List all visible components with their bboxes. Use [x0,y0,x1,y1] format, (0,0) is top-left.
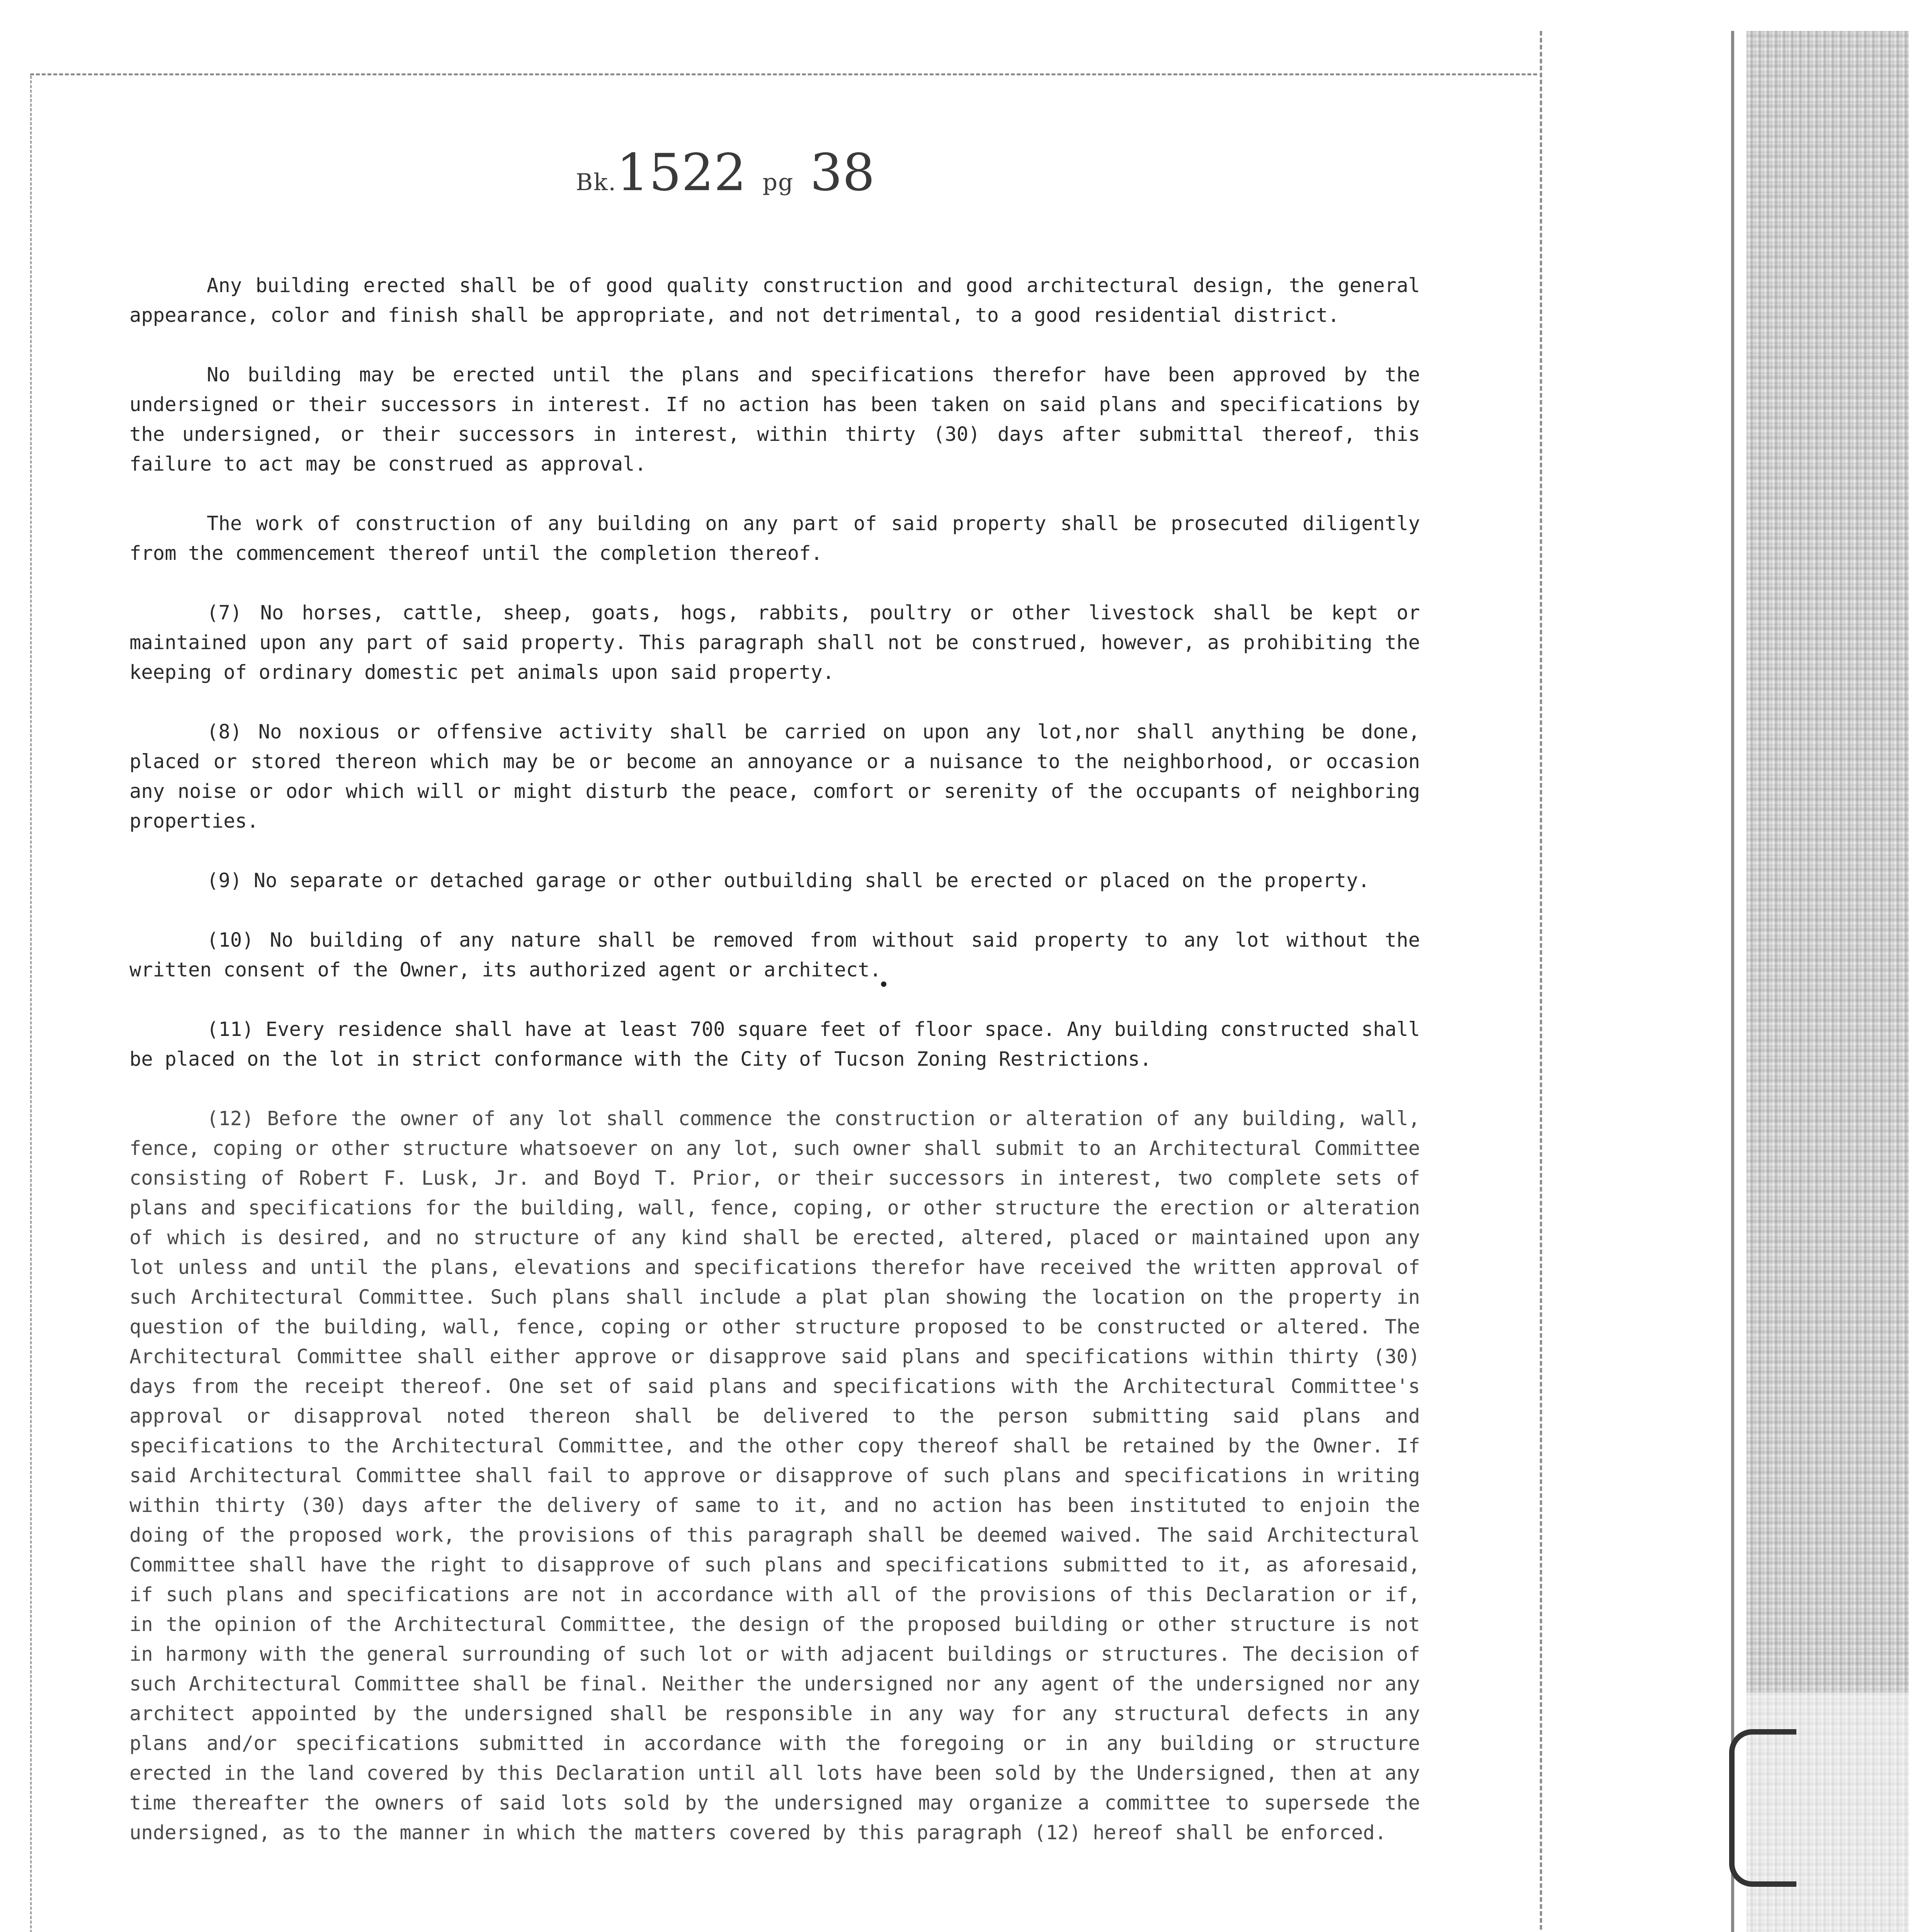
paragraph-plan-approval: No building may be erected until the plans and specifications therefor have been approved by the undersigned or their successors in interest. If no action has been taken on said plans and specifications by the undersigned, or their successors in interest, within thirty (30) days after submittal thereof, this failure to act may be construed as approval. [129,363,1420,475]
book-page-number: 1522 [616,143,747,202]
paragraph-10-removal: (10) No building of any nature shall be removed from without said property to any lot without the written consent of the Owner, its authorized agent or architect. [129,929,1420,981]
paragraph-12-architectural-committee: (12) Before the owner of any lot shall commence the construction or alteration of any building, wall, fence, coping or other structure whatsoever on any lot, such owner shall submit to an Architectural Committee consisting of Robert F. Lusk, Jr. and Boyd T. Prior, or their successors in interest, two complete sets of plans and specifications for the building, wall, fence, coping, or other structure the erection or alteration of which is desired, and no structure of any kind shall be erected, altered, placed or maintained upon any lot unless and until the plans, elevations and specifications therefor have received the written approval of such Architectural Committee. Such plans shall include a plat plan showing the location on the property in question of the building, wall, fence, coping or other structure proposed to be constructed or altered. The Architectural Committee shall either approve or disapprove said plans and specifications within thirty (30) days from the receipt thereof. One set of said plans and specifications with the Architectural Committee's approval or disapproval noted thereon shall be delivered to the person submitting said plans and specifications to the Architectural Committee, and the other copy thereof shall be retained by the Owner. If said Architectural Committee shall fail to approve or disapprove of such plans and specifications in writing within thirty (30) days after the delivery of same to it, and no action has been instituted to enjoin the doing of the proposed work, the provisions of this paragraph shall be deemed waived. The said Architectural Committee shall have the right to disapprove of such plans and specifications submitted to it, as aforesaid, if such plans and specifications are not in accordance with all of the provisions of this Declaration or if, in the opinion of the Architectural Committee, the design of the proposed building or other structure is not in harmony with the general surrounding of such lot or with adjacent buildings or structures. The decision of such Architectural Committee shall be final. Neither the undersigned nor any agent of the undersigned nor any architect appointed by the undersigned shall be responsible in any way for any structural defects in any plans and/or specifications submitted in accordance with the foregoing or in any building or structure erected in the land covered by this Declaration until all lots have been sold by the Undersigned, then at any time thereafter the owners of said lots sold by the undersigned may organize a committee to supersede the undersigned, as to the manner in which the matters covered by this paragraph (12) hereof shall be enforced. [129,1107,1420,1844]
page-prefix: pg [762,169,794,196]
page-suffix: 38 [810,143,875,202]
paragraph-8-nuisance: (8) No noxious or offensive activity shall be carried on upon any lot,nor shall anything be done, placed or stored thereon which may be or become an annoyance or a nuisance to the neighborhood, or occasion any noise or odor which will or might disturb the peace, comfort or serenity of the occupants of neighboring properties. [129,720,1420,832]
page-edge-right [1540,31,1542,1932]
paragraph-construction-diligence: The work of construction of any building on any part of said property shall be prosecuted diligently from the commencement thereof until the completion thereof. [129,512,1420,565]
scan-noise-strip [1747,31,1909,1932]
scan-border-top [30,73,1537,75]
scan-speck [881,981,886,987]
document-body [129,270,1420,1877]
paragraph-7-livestock: (7) No horses, cattle, sheep, goats, hogs, rabbits, poultry or other livestock shall be kept or maintained upon any part of said property. This paragraph shall not be construed, however, as prohibiting the keeping of ordinary domestic pet animals upon said property. [129,601,1420,684]
scan-border-left [30,76,33,1932]
margin-rule [1731,31,1734,1932]
paragraph-architectural-quality: Any building erected shall be of good quality construction and good architectural design, the general appearance, color and finish shall be appropriate, and not detrimental, to a good residential district. [129,274,1420,327]
book-page-reference [576,143,885,202]
book-prefix: Bk. [576,169,617,196]
paragraph-9-outbuildings: (9) No separate or detached garage or other outbuilding shall be erected or placed on the property. [207,869,1370,892]
binder-clip-mark [1729,1729,1796,1887]
paragraph-11-floor-space: (11) Every residence shall have at least 700 square feet of floor space. Any building constructed shall be placed on the lot in strict conformance with the City of Tucson Zoning Restrictions. [129,1018,1420,1070]
